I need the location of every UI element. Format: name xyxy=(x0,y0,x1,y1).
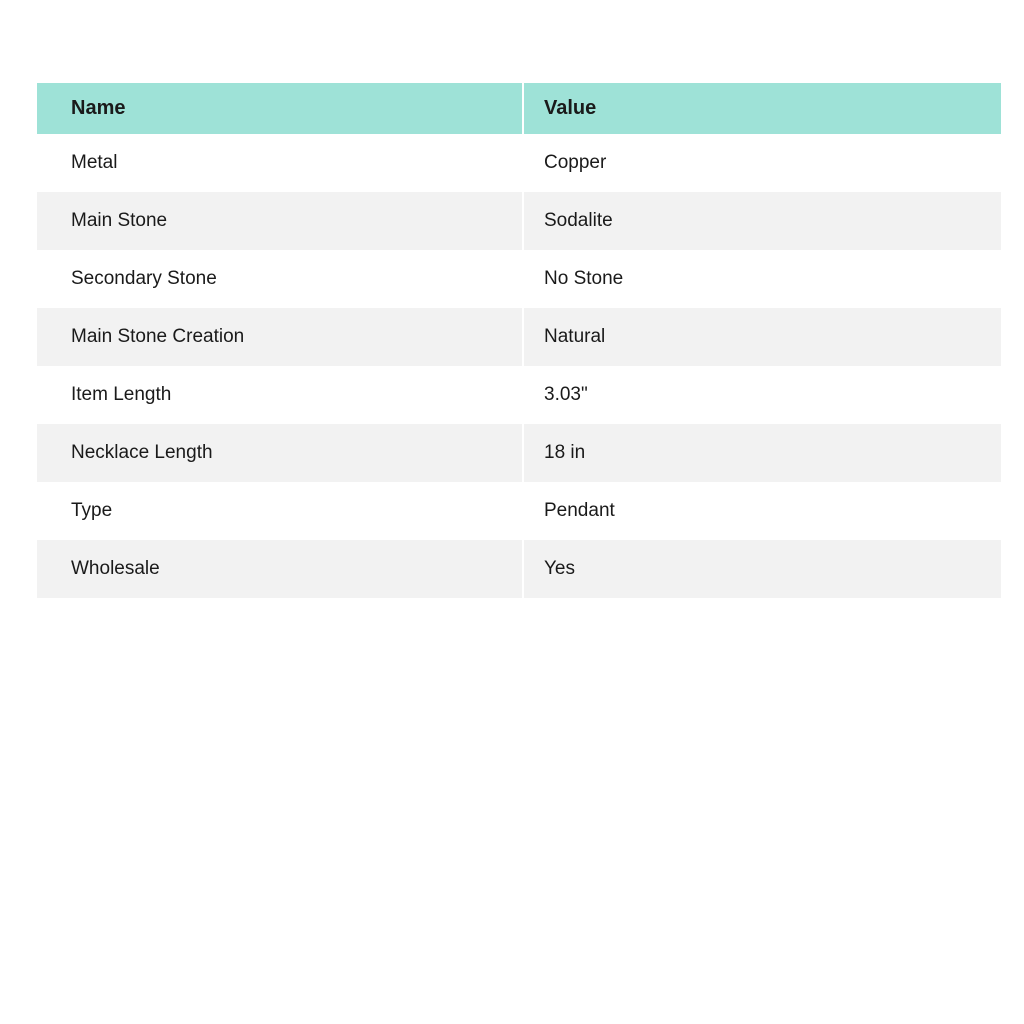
attribute-value: 3.03" xyxy=(523,366,1001,424)
attribute-name: Wholesale xyxy=(37,540,523,598)
attribute-value: Sodalite xyxy=(523,192,1001,250)
table-row xyxy=(37,308,1001,366)
attribute-value: Copper xyxy=(523,134,1001,192)
attribute-name: Necklace Length xyxy=(37,424,523,482)
attribute-name: Metal xyxy=(37,134,523,192)
table-row xyxy=(37,540,1001,598)
attribute-value: Yes xyxy=(523,540,1001,598)
attribute-name: Secondary Stone xyxy=(37,250,523,308)
attribute-value: Natural xyxy=(523,308,1001,366)
attribute-value: Pendant xyxy=(523,482,1001,540)
attribute-value: 18 in xyxy=(523,424,1001,482)
column-header-name: Name xyxy=(37,83,523,134)
attribute-name: Type xyxy=(37,482,523,540)
attributes-table xyxy=(37,83,1001,598)
attribute-name: Main Stone Creation xyxy=(37,308,523,366)
table-row xyxy=(37,424,1001,482)
table-row xyxy=(37,134,1001,192)
table-row xyxy=(37,366,1001,424)
column-header-value: Value xyxy=(523,83,1001,134)
table-header-row xyxy=(37,83,1001,134)
table-row xyxy=(37,250,1001,308)
attribute-name: Main Stone xyxy=(37,192,523,250)
table-row xyxy=(37,192,1001,250)
table-row xyxy=(37,482,1001,540)
attribute-value: No Stone xyxy=(523,250,1001,308)
attribute-name: Item Length xyxy=(37,366,523,424)
